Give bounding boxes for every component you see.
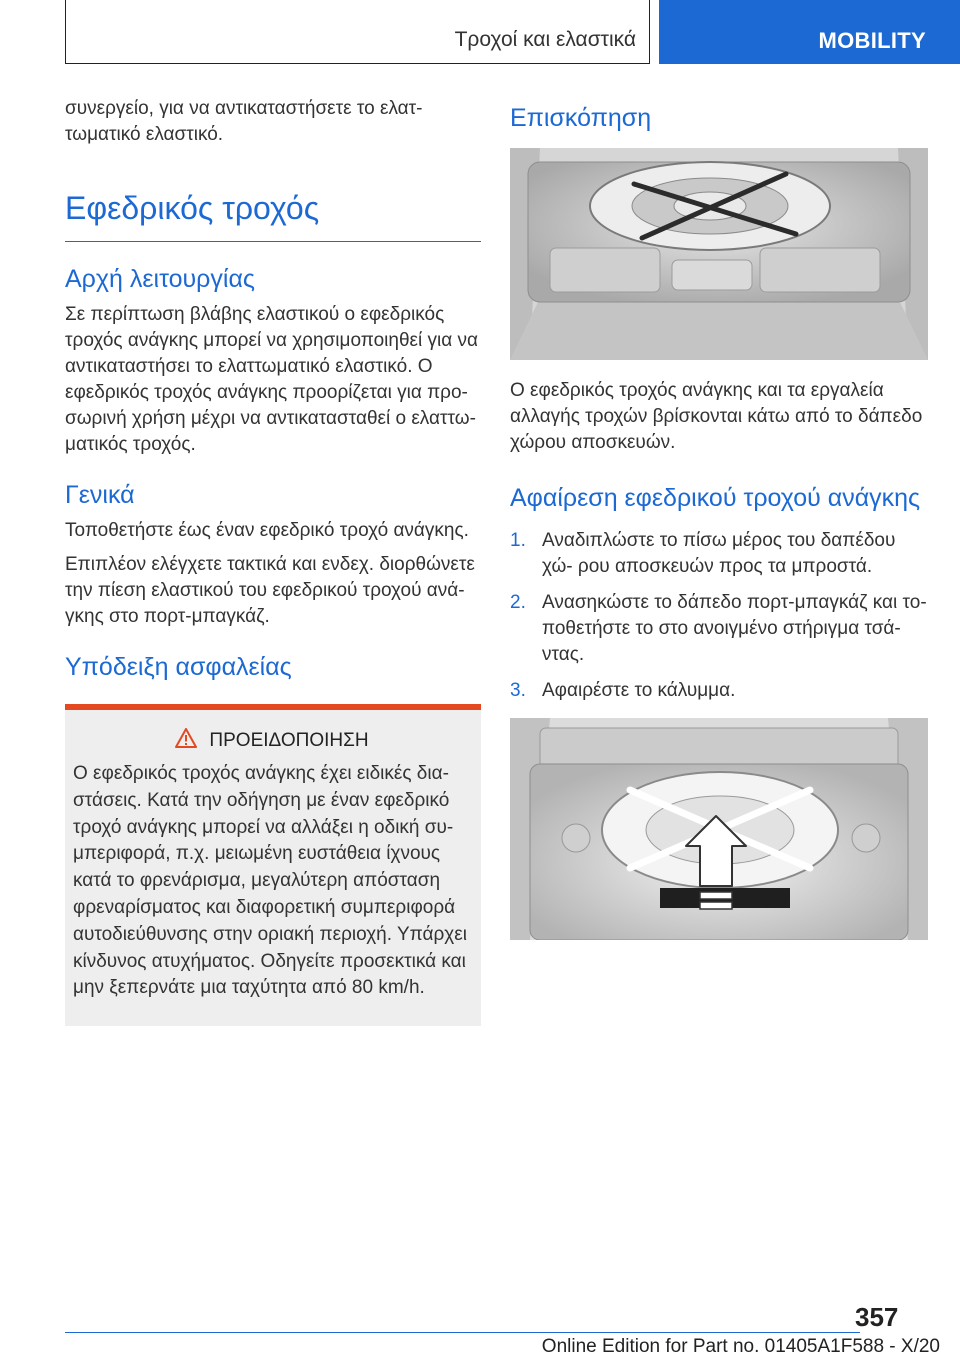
- overview-caption: Ο εφεδρικός τροχός ανάγκης και τα εργαλεία αλλαγής τροχών βρίσκονται κάτω από το δάπεδο χώρου αποσκευών.: [510, 380, 923, 453]
- chapter-heading: Εφεδρικός τροχός: [65, 190, 481, 242]
- footer-rule: [65, 1332, 860, 1333]
- warning-box: [65, 704, 481, 1026]
- warning-triangle-icon: [175, 728, 197, 753]
- intro-text: συνεργείο, για να αντικαταστήσετε το ελατ‐ τωματικό ελαστικό.: [65, 98, 423, 145]
- removal-heading: Αφαίρεση εφεδρικού τροχού ανάγκης: [510, 484, 921, 512]
- right-column: [510, 96, 928, 940]
- header-bottom-rule: [65, 63, 650, 64]
- step-text: Αφαιρέστε το κάλυμμα.: [542, 680, 736, 701]
- general-text-1: Τοποθετήστε έως έναν εφεδρικό τροχό ανάγκης.: [65, 520, 469, 541]
- header-chapter-tab[interactable]: [659, 0, 960, 64]
- step-number: 3.: [510, 680, 526, 701]
- general-heading: Γενικά: [65, 481, 135, 509]
- footer-edition: Online Edition for Part no. 01405A1F588 - X/20: [541, 1336, 940, 1357]
- principle-heading: Αρχή λειτουργίας: [65, 265, 255, 293]
- step-number: 1.: [510, 530, 526, 551]
- list-item: [510, 528, 928, 580]
- header-chapter-label: MOBILITY: [818, 28, 926, 53]
- safety-heading: Υπόδειξη ασφαλείας: [65, 653, 292, 681]
- general-text-2: Επιπλέον ελέγχετε τακτικά και ενδεχ. διορθώνετε την πίεση ελαστικού του εφεδρικού τροχού ανά‐ γκης στο πορτ-μπαγκάζ.: [65, 554, 475, 627]
- list-item: [510, 590, 928, 668]
- warning-title-row: [73, 728, 471, 753]
- step-text: Ανασηκώστε το δάπεδο πορτ-μπαγκάζ και το‐ ποθετήστε το στο ανοιγμένο στήριγμα τσά‐ ντας.: [542, 592, 927, 665]
- step-number: 2.: [510, 592, 526, 613]
- header-left-rule: [65, 0, 66, 64]
- spare-wheel-photo: [510, 148, 928, 360]
- warning-title: ΠΡΟΕΙΔΟΠΟΙΗΣΗ: [209, 729, 369, 751]
- header-right-rule: [649, 0, 650, 64]
- removal-steps: [510, 528, 928, 704]
- header-section-title: Τροχοί και ελαστικά: [454, 28, 636, 51]
- left-column: [65, 96, 481, 1026]
- warning-text: Ο εφεδρικός τροχός ανάγκης έχει ειδικές δια‐ στάσεις. Κατά την οδήγηση με έναν εφεδρικό τροχό ανάγκης μπορεί να αλλάξει η οδική συ‐ μπεριφορά, π.χ. μειωμένη ευστάθεια ίχνους κατά το φρενάρισμα, μεγαλύτερη απόσταση φρεναρίσματος και διαφορετική συμπεριφορά αυτοδιεύθυνσης στην οριακή περιοχή. Υπάρχει κίνδυνος ατυχήματος. Οδηγείτε προσεκτικά και μην ξεπερνάτε μια ταχύτητα από 80 km/h.: [73, 763, 467, 999]
- principle-text: Σε περίπτωση βλάβης ελαστικού ο εφεδρικός τροχός ανάγκης μπορεί να χρησιμοποιηθεί για να αντικαταστήσει το ελαττωματικό ελαστικό. Ο εφεδρικός τροχός ανάγκης προορίζεται για προ‐ σωρινή χρήση μέχρι να αντικατασταθεί ο ελαττω‐ ματικός τροχός.: [65, 304, 478, 455]
- page-number: 357: [855, 1302, 899, 1332]
- step-text: Αναδιπλώστε το πίσω μέρος του δαπέδου χώ‐ ρου αποσκευών προς τα μπροστά.: [542, 530, 896, 577]
- cover-removal-photo: [510, 718, 928, 940]
- list-item: [510, 678, 928, 704]
- overview-heading: Επισκόπηση: [510, 104, 652, 132]
